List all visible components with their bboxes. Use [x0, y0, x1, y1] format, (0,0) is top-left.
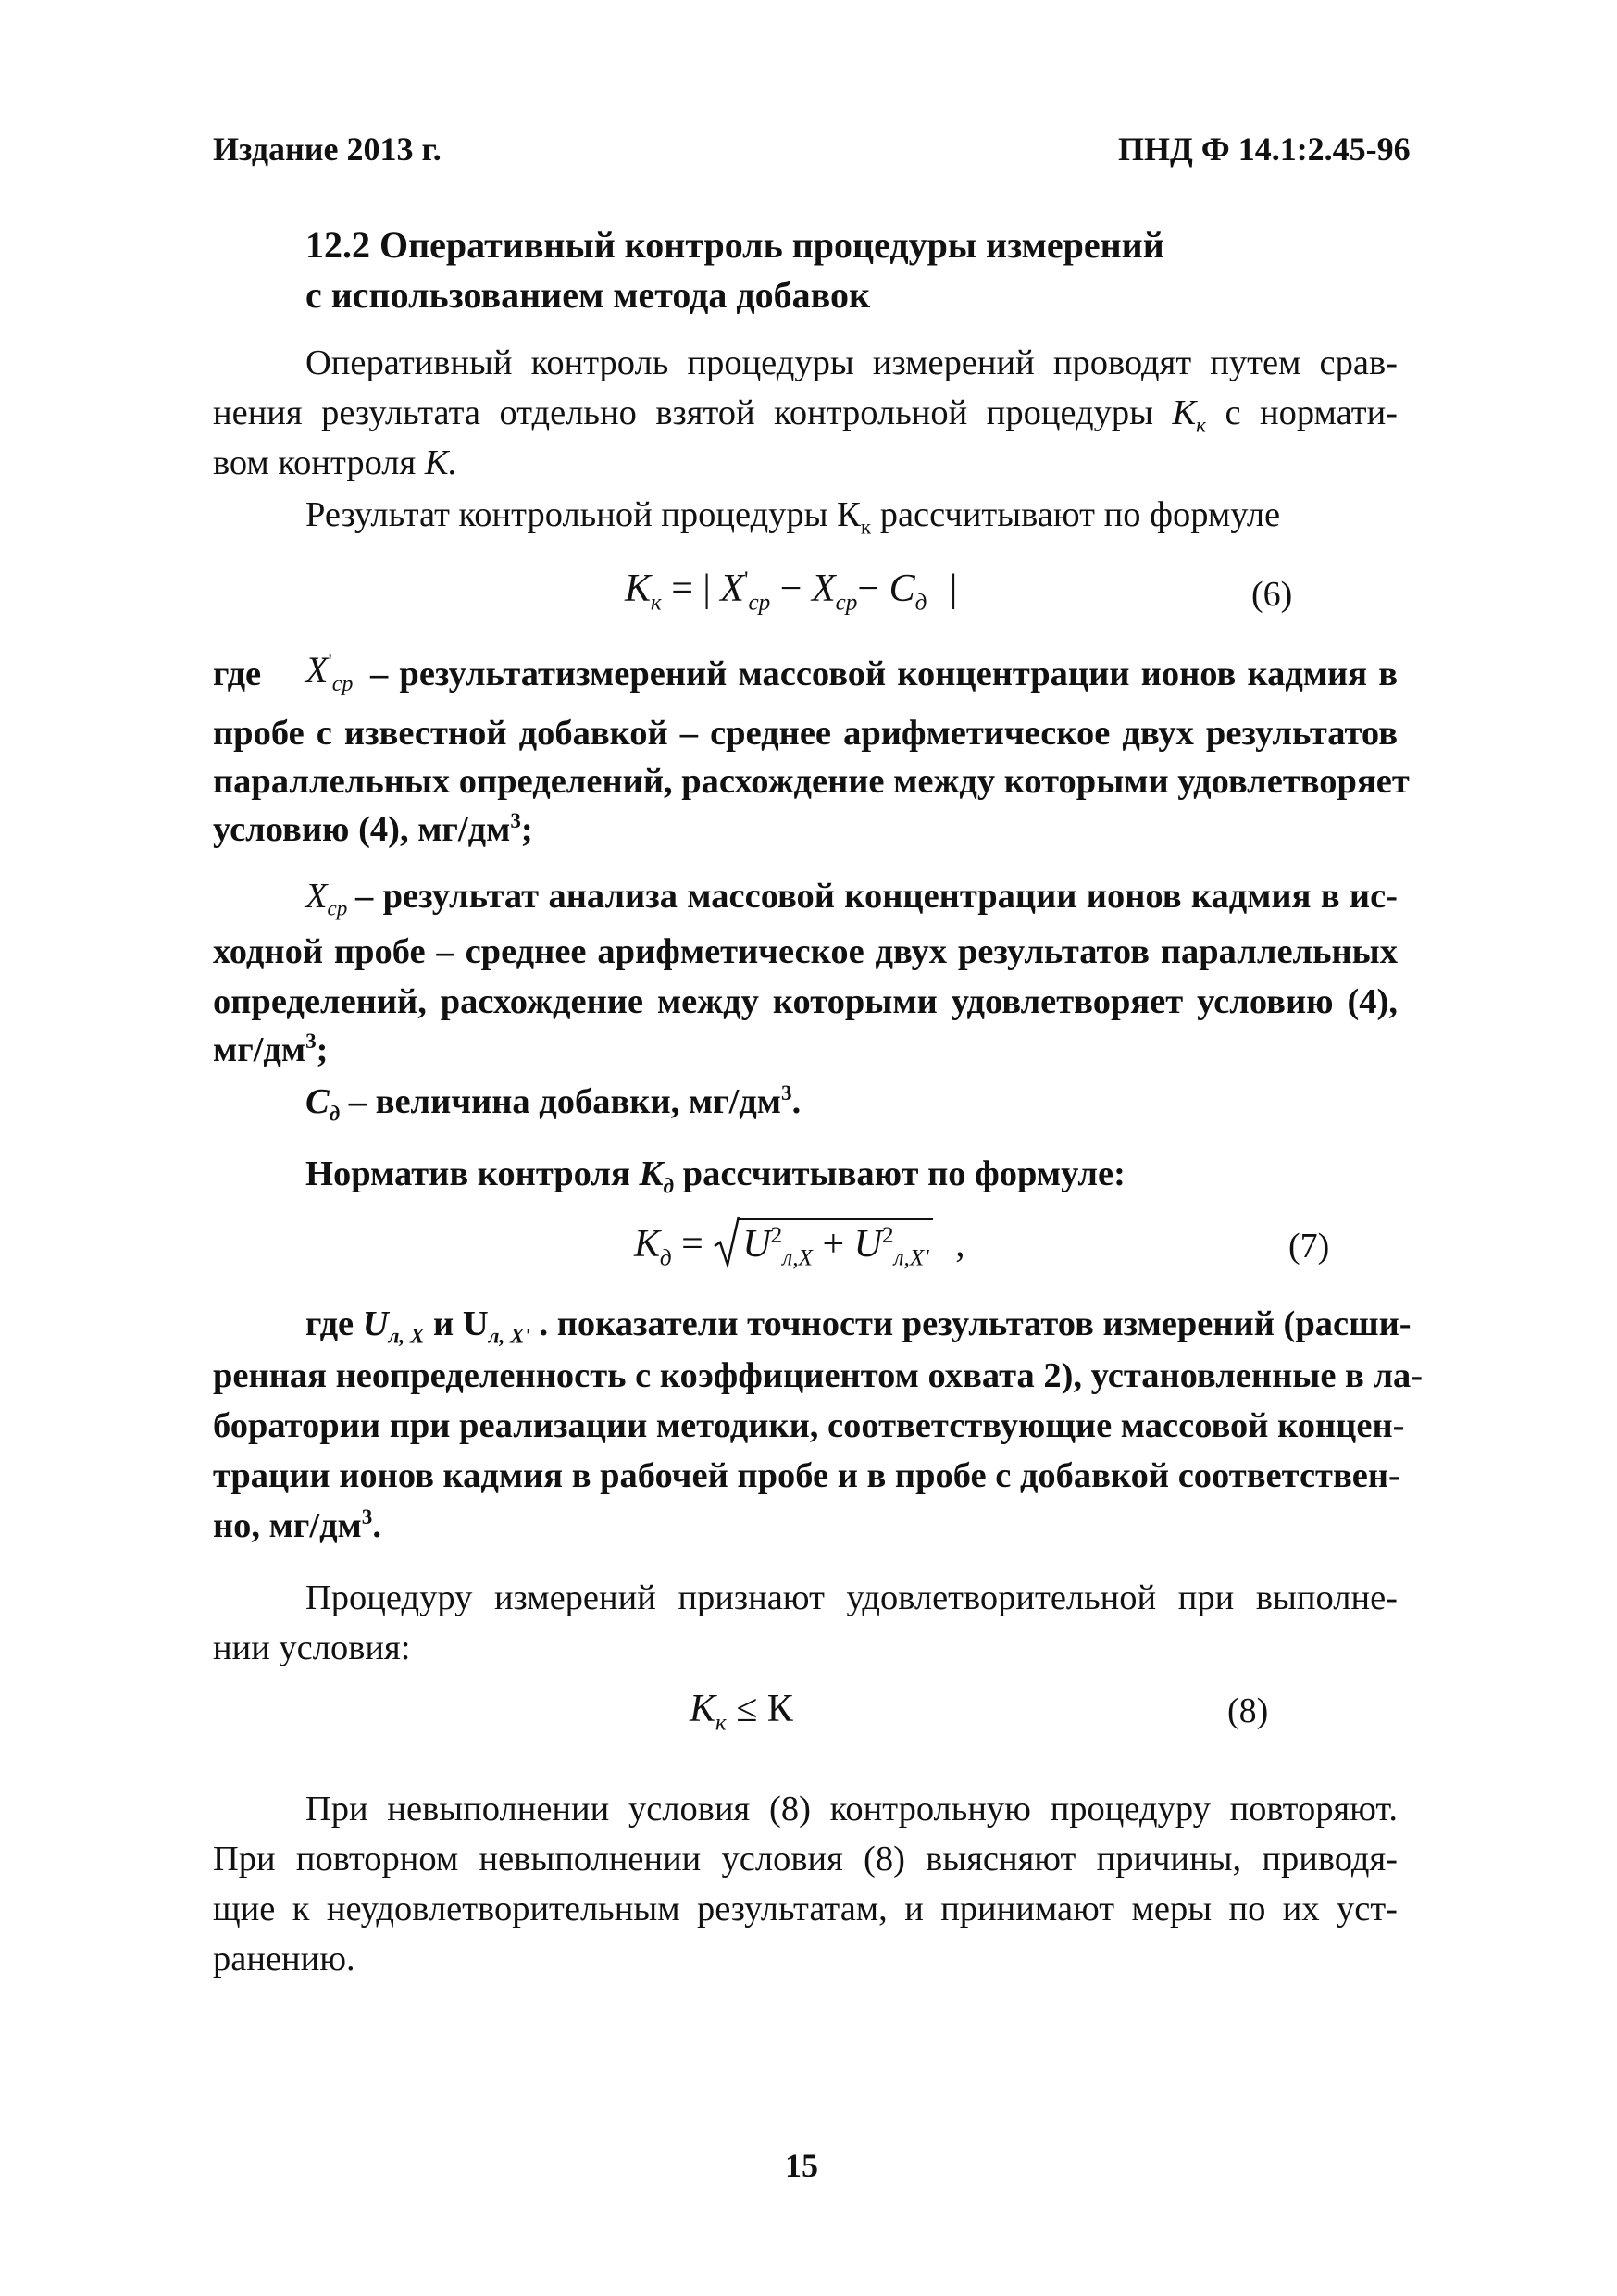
def2-symbol: $X_{ср}$ [305, 877, 348, 920]
para6-line4: ранению. [213, 1940, 355, 1978]
para4-line4: трации ионов кадмия в рабочей пробе и в пробе с добавкой соответствен- [213, 1456, 1400, 1495]
para1-line3: вом контроля К. [213, 443, 458, 482]
para5-line2: нии условия: [213, 1628, 411, 1667]
def3: $С_д$ – величина добавки, $мг/дм^3$. [305, 1080, 802, 1126]
formula-6: $К_к$ = | $X'_{ср} - X_{ср}- С_д$ | [625, 568, 958, 616]
def1-line4: условию (4), $мг/дм^3$; [213, 808, 533, 849]
formula-7: $К_д$ = $U^2_{л,X} + U^2_{л,X'}$ , [634, 1218, 965, 1267]
header-edition: Издание 2013 г. [213, 131, 442, 168]
para1-line2-text: нения результата отдельно взятой контрольной процедуры [213, 393, 1154, 432]
para4-line1: где $U_{л, X}$ и $U_{л, X'}$ . показатели точности результатов измерений (расши- [305, 1304, 1412, 1348]
def2-line1: – результат анализа массовой концентрации ионов кадмия в ис- [355, 877, 1398, 916]
para1-line2-end: с нормати- [1225, 393, 1399, 432]
para2: Результат контрольной процедуры $К_к$ рассчитывают по формуле [305, 495, 1281, 539]
section-heading-line2: с использованием метода добавок [305, 274, 871, 316]
symbol-Kk: $К_к$ [1172, 393, 1206, 437]
formula-8: $К_к \le К$ [690, 1688, 793, 1736]
equation-number-6: (6) [1251, 575, 1293, 614]
header-standard-code: ПНД Ф 14.1:2.45-96 [1118, 131, 1411, 168]
section-heading [305, 220, 1164, 320]
para6-line2: При повторном невыполнении условия (8) выясняют причины, приводя- [213, 1840, 1398, 1878]
para4-line5: но, $мг/дм^3$. [213, 1504, 381, 1545]
def2-line3: определений, расхождение между которыми удовлетворяет условию (4), [213, 982, 1398, 1021]
def1-where: где [213, 655, 262, 693]
para4-line3: боратории при реализации методики, соответствующие массовой концен- [213, 1406, 1405, 1445]
def1-line2: пробе с известной добавкой – среднее арифметическое двух результатов [213, 714, 1398, 753]
para6-line3: щие к неудовлетворительным результатам, и принимают меры по их уст- [213, 1890, 1398, 1928]
equation-number-8: (8) [1227, 1691, 1269, 1730]
para3: Норматив контроля $К_д$ рассчитывают по формуле: [305, 1154, 1126, 1198]
para4-line2: ренная неопределенность с коэффициентом охвата 2), установленные в ла- [213, 1356, 1424, 1395]
def2-line4: $мг/дм^3$; [213, 1029, 329, 1069]
section-heading-line1: 12.2 Оперативный контроль процедуры измерений [305, 224, 1164, 266]
def1-line1: – результатизмерений массовой концентрации ионов кадмия в [370, 655, 1398, 693]
def1-line3: параллельных определений, расхождение между которыми удовлетворяет [213, 762, 1410, 801]
def2-line2: ходной пробе – среднее арифметическое двух результатов параллельных [213, 932, 1398, 971]
equation-number-7: (7) [1288, 1227, 1330, 1266]
symbol-K: К. [424, 443, 458, 482]
para5-line1: Процедуру измерений признают удовлетворительной при выполне- [305, 1578, 1398, 1617]
para1-line1: Оперативный контроль процедуры измерений проводят путем срав- [305, 343, 1398, 382]
para6-line1: При невыполнении условия (8) контрольную процедуру повторяют. [305, 1790, 1398, 1828]
para1-line2 [213, 393, 1399, 437]
def1-symbol: $X'_{ср}$ [305, 649, 354, 696]
square-root-sign: $U^2_{л,X} + U^2_{л,X'}$ [713, 1218, 932, 1267]
page-number: 15 [785, 2147, 818, 2184]
radical-icon [713, 1213, 740, 1268]
